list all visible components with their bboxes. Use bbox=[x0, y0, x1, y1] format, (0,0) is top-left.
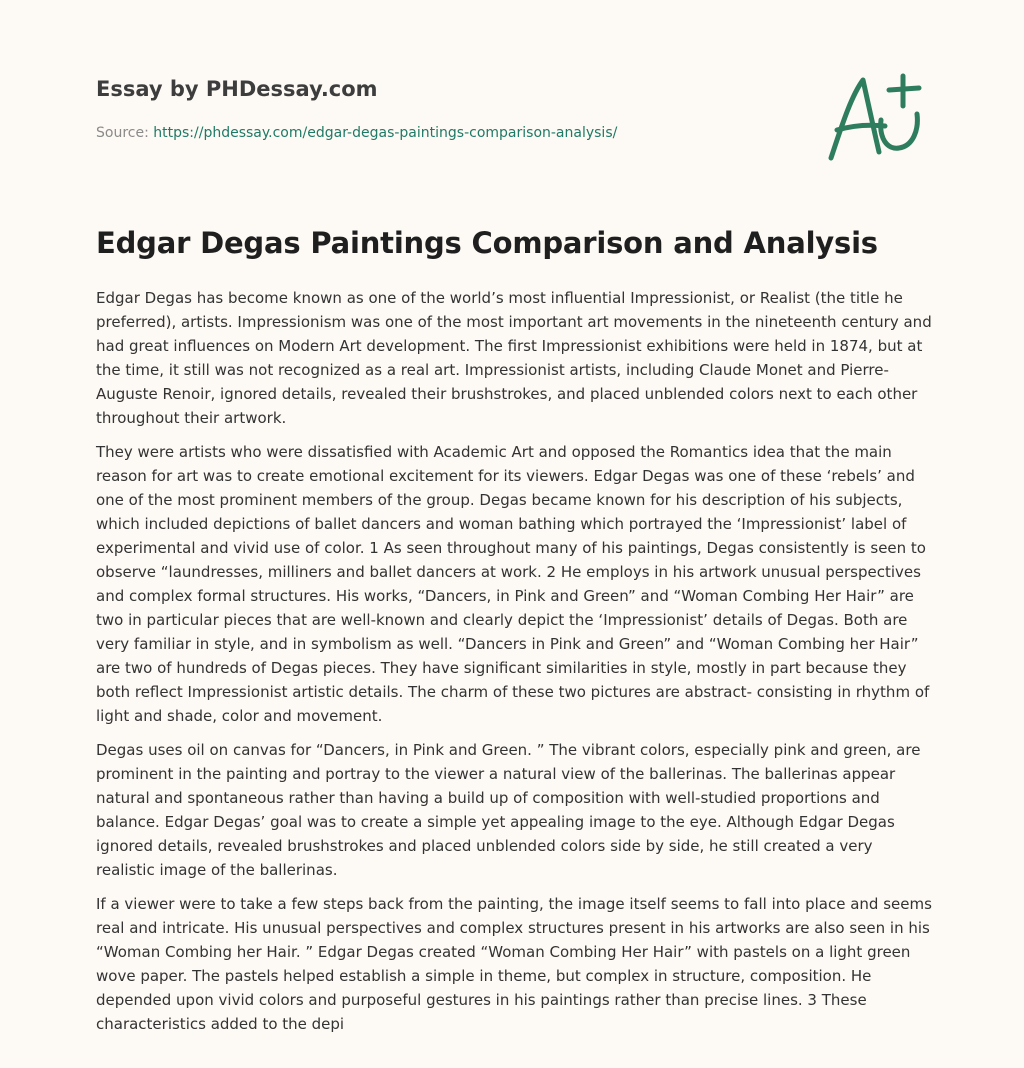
brand-title: Essay by PHDessay.com bbox=[96, 77, 378, 101]
source-label: Source: bbox=[96, 125, 149, 141]
essay-paragraph: If a viewer were to take a few steps back from the painting, the image itself seems to fall into place and seems real and intricate. His unusual perspectives and complex structures present in his artworks are also seen in his “Woman Combing her Hair. ” Edgar Degas created “Woman Combing Her Hair” with pastels on a light green wove paper. The pastels helped establish a simple in theme, but complex in structure, composition. He depended upon vivid colors and purposeful gestures in his paintings rather than precise lines. 3 These characteristics added to the depi bbox=[96, 895, 932, 1033]
essay-body bbox=[96, 286, 932, 1046]
essay-paragraph: Edgar Degas has become known as one of the world’s most influential Impressionist, or Realist (the title he preferred), artists. Impressionism was one of the most important art movements in the nineteenth century and had great influences on Modern Art development. The first Impressionist exhibitions were held in 1874, but at the time, it still was not recognized as a real art. Impressionist artists, including Claude Monet and Pierre-Auguste Renoir, ignored details, revealed their brushstrokes, and placed unblended colors next to each other throughout their artwork. bbox=[96, 289, 932, 427]
essay-paragraph: Degas uses oil on canvas for “Dancers, in Pink and Green. ” The vibrant colors, especially pink and green, are prominent in the painting and portray to the viewer a natural view of the ballerinas. The ballerinas appear natural and spontaneous rather than having a build up of composition with well-studied proportions and balance. Edgar Degas’ goal was to create a simple yet appealing image to the eye. Although Edgar Degas ignored details, revealed brushstrokes and placed unblended colors side by side, he still created a very realistic image of the ballerinas. bbox=[96, 741, 921, 879]
essay-paragraph: They were artists who were dissatisfied with Academic Art and opposed the Romantics idea that the main reason for art was to create emotional excitement for its viewers. Edgar Degas was one of these ‘rebels’ and one of the most prominent members of the group. Degas became known for his description of his subjects, which included depictions of ballet dancers and woman bathing which portrayed the ‘Impressionist’ label of experimental and vivid use of color. 1 As seen throughout many of his paintings, Degas consistently is seen to observe “laundresses, milliners and ballet dancers at work. 2 He employs in his artwork unusual perspectives and complex formal structures. His works, “Dancers, in Pink and Green” and “Woman Combing Her Hair” are two in particular pieces that are well-known and clearly depict the ‘Impressionist’ details of Degas. Both are very familiar in style, and in symbolism as well. “Dancers in Pink and Green” and “Woman Combing her Hair” are two of hundreds of Degas pieces. They have significant similarities in style, mostly in part because they both reflect Impressionist artistic details. The charm of these two pictures are abstract- consisting in rhythm of light and shade, color and movement. bbox=[96, 443, 930, 725]
source-line bbox=[96, 125, 617, 141]
essay-title: Edgar Degas Paintings Comparison and Analysis bbox=[96, 226, 878, 260]
source-link[interactable]: https://phdessay.com/edgar-degas-paintings-comparison-analysis/ bbox=[153, 125, 618, 141]
a-plus-grade-icon bbox=[823, 68, 927, 164]
